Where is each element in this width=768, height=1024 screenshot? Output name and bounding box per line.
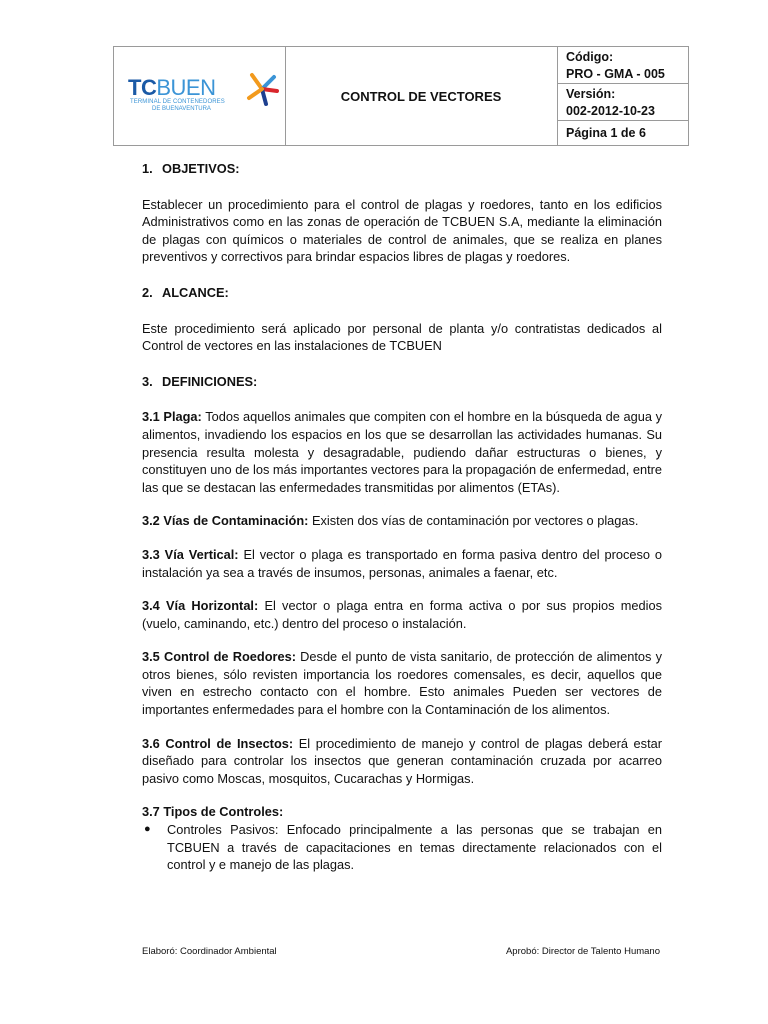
codigo-value: PRO - GMA - 005 — [566, 67, 665, 81]
definition-text: El procedimiento de manejo y control de plagas deberá estar diseñado para controlar los insectos que generan contaminación cruzada por acarreo pasivo como Moscas, mosquitos, Cucarachas y Hormigas. — [142, 735, 662, 786]
section-title: OBJETIVOS: — [162, 161, 240, 176]
bullet-text: Controles Pasivos: Enfocado principalmente a las personas que se trabajan en TCBUEN a través de capacitaciones en temas directamente relacionados con el control y e manejo de las plagas. — [167, 822, 662, 873]
page-number: Página 1 de 6 — [566, 126, 646, 140]
version-cell — [558, 84, 689, 121]
section-number: 3. — [142, 373, 153, 389]
logo-cell — [114, 47, 286, 145]
definition-term: 3.1 Plaga: — [142, 409, 202, 425]
definition-term: 3.3 Vía Vertical: — [142, 546, 239, 562]
codigo-cell — [558, 47, 689, 84]
definition-via-vertical — [142, 546, 662, 581]
document-title: CONTROL DE VECTORES — [285, 47, 558, 145]
section-heading-objetivos — [142, 160, 662, 178]
version-label: Versión: — [566, 87, 616, 101]
section-number: 2. — [142, 284, 153, 300]
definition-term: 3.4 Vía Horizontal: — [142, 598, 259, 614]
bullet-icon: ● — [144, 823, 151, 836]
definition-text: Todos aquellos animales que compiten con el hombre en la búsqueda de agua y alimentos, invadiendo los espacios en los que se desarrollan las actividades humanas. Su presencia resulta molesta y desagradable, pudiendo dañar estructuras o bienes, y constituyen uno de los más importantes vectores para la propagación de enfermedad, entre las que se destacan las enfermedades transmitidas por alimentos (ETAs). — [142, 409, 663, 495]
section-title: ALCANCE: — [162, 284, 229, 300]
document-header-table — [113, 46, 689, 146]
logo-subtitle-line2: DE BUENAVENTURA — [152, 106, 211, 112]
footer-elaboro: Elaboró: Coordinador Ambiental — [142, 946, 277, 957]
section-heading-definiciones — [142, 373, 662, 391]
version-value: 002-2012-10-23 — [566, 104, 655, 118]
company-logo — [128, 77, 278, 117]
logo-wordmark — [128, 77, 215, 99]
definition-text: Desde el punto de vista sanitario, de protección de alimentos y otros bienes, sólo revisten importancia los roedores comensales, es decir, aquellos que viven en estrecho contacto con el hombre. Esto animales Pueden ser vectores de importantes enfermedades para el hombre con la Contaminación de los alimentos. — [142, 649, 662, 718]
section-title: DEFINICIONES: — [162, 373, 258, 389]
codigo-label: Código: — [566, 50, 614, 64]
logo-subtitle-line1: TERMINAL DE CONTENEDORES — [130, 99, 225, 105]
tipos-controles-heading: 3.7 Tipos de Controles: — [142, 804, 284, 820]
logo-brand-tc: TC — [128, 75, 157, 100]
definition-term: 3.6 Control de Insectos: — [142, 735, 294, 751]
definition-text: El vector o plaga es transportado en forma pasiva dentro del proceso o instalación ya sea a través de insumos, personas, animales a faenar, etc. — [142, 546, 662, 580]
definition-vias-contaminacion — [142, 512, 662, 530]
definition-text: El vector o plaga entra en forma activa o por sus propios medios (vuelo, caminando, etc.) dentro del proceso o instalación. — [142, 598, 662, 631]
logo-brand-buen: BUEN — [156, 75, 216, 100]
definition-plaga — [142, 408, 662, 496]
objetivos-paragraph: Establecer un procedimiento para el control de plagas y roedores, tanto en los edificios Administrativos como en las zonas de operación de TCBUEN S.A, mediante la eliminación de plagas con químicos o materiales de control de animales, que se realiza en planes preventivos y correctivos para brindar espacios libres de plagas y roedores. — [142, 196, 662, 265]
definition-control-roedores — [142, 648, 662, 718]
section-number: 1. — [142, 161, 153, 176]
definition-control-insectos — [142, 735, 662, 788]
document-body — [142, 160, 662, 874]
logo-star-icon — [244, 71, 280, 107]
document-meta — [558, 47, 689, 145]
definition-term: 3.5 Control de Roedores: — [142, 649, 297, 665]
footer-aprobo: Aprobó: Director de Talento Humano — [505, 946, 660, 957]
definition-text: Existen dos vías de contaminación por vectores o plagas. — [308, 513, 639, 529]
section-heading-alcance — [142, 284, 662, 302]
alcance-paragraph: Este procedimiento será aplicado por personal de planta y/o contratistas dedicados al Control de vectores en las instalaciones de TCBUEN — [142, 320, 662, 354]
definition-via-horizontal — [142, 597, 662, 632]
list-item — [142, 821, 662, 874]
definition-term: 3.2 Vías de Contaminación: — [142, 513, 309, 529]
